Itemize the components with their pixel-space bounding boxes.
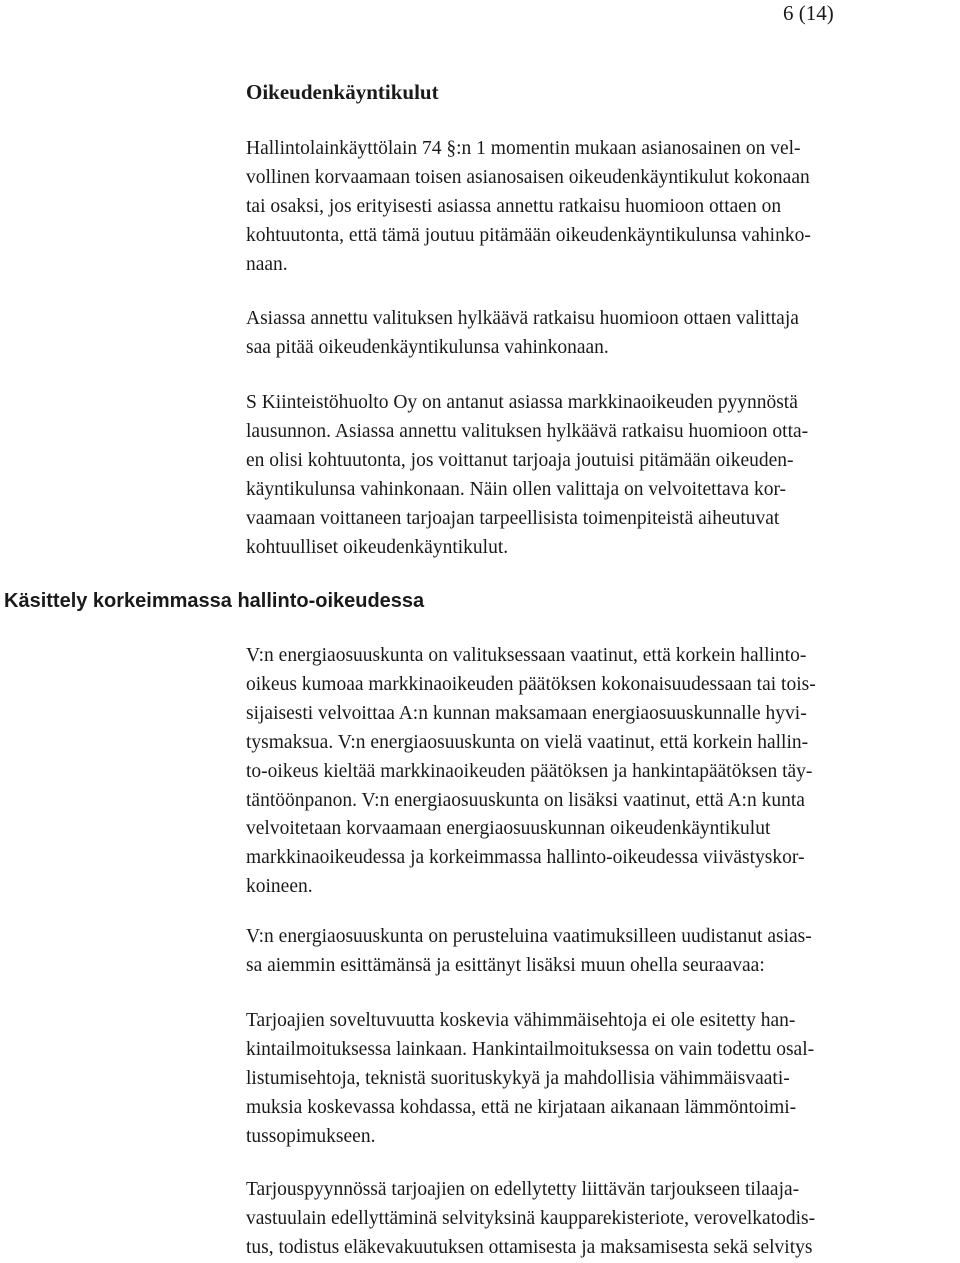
paragraph-line: Asiassa annettu valituksen hylkäävä ratkaisu huomioon ottaen valittaja bbox=[246, 308, 799, 329]
paragraph-line: Tarjouspyynnössä tarjoajien on edellytetty liittävän tarjoukseen tilaaja- bbox=[246, 1179, 800, 1200]
paragraph-line: oikeus kumoaa markkinaoikeuden päätöksen kokonaisuudessaan tai tois- bbox=[246, 673, 816, 695]
paragraph-line: täntöönpanon. V:n energiaosuuskunta on lisäksi vaatinut, että A:n kunta bbox=[246, 789, 805, 811]
paragraph-line: listumisehtoja, teknistä suorituskykyä ja mahdollisia vähimmäisvaati- bbox=[246, 1067, 790, 1089]
paragraph-line: kintailmoituksessa lainkaan. Hankintailmoituksessa on vain todettu osal- bbox=[246, 1038, 815, 1060]
paragraph-line: en olisi kohtuutonta, jos voittanut tarjoaja joutuisi pitämään oikeuden- bbox=[246, 449, 794, 471]
paragraph-line: V:n energiaosuuskunta on valituksessaan vaatinut, että korkein hallinto- bbox=[246, 645, 807, 666]
paragraph-5 bbox=[246, 923, 960, 981]
paragraph-line: Hallintolainkäyttölain 74 §:n 1 momentin mukaan asianosainen on vel- bbox=[246, 138, 801, 159]
paragraph-4 bbox=[246, 642, 960, 902]
paragraph-line: sijaisesti velvoittaa A:n kunnan maksamaan energiaosuuskunnalle hyvi- bbox=[246, 702, 807, 724]
paragraph-line: vaamaan voittaneen tarjoajan tarpeellisista toimenpiteistä aiheutuvat bbox=[246, 507, 780, 529]
paragraph-line: käyntikulunsa vahinkonaan. Näin ollen valittaja on velvoitettava kor- bbox=[246, 478, 787, 500]
section-title: Oikeudenkäyntikulut bbox=[246, 80, 439, 104]
paragraph-line: muksia koskevassa kohdassa, että ne kirjataan aikanaan lämmöntoimi- bbox=[246, 1096, 797, 1118]
paragraph-line: tai osaksi, jos erityisesti asiassa annettu ratkaisu huomioon ottaen on bbox=[246, 195, 782, 217]
paragraph-line: Tarjoajien soveltuvuutta koskevia vähimmäisehtoja ei ole esitetty han- bbox=[246, 1010, 796, 1031]
paragraph-3 bbox=[246, 389, 960, 562]
paragraph-line: vollinen korvaamaan toisen asianosaisen oikeudenkäyntikulut kokonaan bbox=[246, 166, 810, 188]
paragraph-line: vastuulain edellyttäminä selvityksinä kaupparekisteriote, verovelkatodis- bbox=[246, 1207, 816, 1229]
paragraph-6 bbox=[246, 1007, 960, 1152]
side-heading: Käsittely korkeimmassa hallinto-oikeudessa bbox=[4, 590, 425, 612]
paragraph-2 bbox=[246, 305, 960, 363]
paragraph-line: koineen. bbox=[246, 876, 313, 898]
paragraph-line: kohtuulliset oikeudenkäyntikulut. bbox=[246, 536, 509, 558]
paragraph-7 bbox=[246, 1176, 960, 1263]
paragraph-line: kohtuutonta, että tämä joutuu pitämään oikeudenkäyntikulunsa vahinko- bbox=[246, 224, 811, 246]
paragraph-1 bbox=[246, 135, 960, 280]
paragraph-line: saa pitää oikeudenkäyntikulunsa vahinkonaan. bbox=[246, 336, 609, 358]
paragraph-line: naan. bbox=[246, 253, 288, 275]
paragraph-line: to-oikeus kieltää markkinaoikeuden päätöksen ja hankintapäätöksen täy- bbox=[246, 760, 813, 782]
paragraph-line: tussopimukseen. bbox=[246, 1125, 376, 1147]
page-number: 6 (14) bbox=[783, 1, 834, 25]
paragraph-line: tus, todistus eläkevakuutuksen ottamisesta ja maksamisesta sekä selvitys bbox=[246, 1236, 813, 1258]
paragraph-line: velvoitetaan korvaamaan energiaosuuskunnan oikeudenkäyntikulut bbox=[246, 818, 771, 840]
paragraph-line: sa aiemmin esittämänsä ja esittänyt lisäksi muun ohella seuraavaa: bbox=[246, 954, 765, 976]
paragraph-line: tysmaksua. V:n energiaosuuskunta on vielä vaatinut, että korkein hallin- bbox=[246, 731, 809, 753]
paragraph-line: lausunnon. Asiassa annettu valituksen hylkäävä ratkaisu huomioon otta- bbox=[246, 420, 809, 442]
paragraph-line: V:n energiaosuuskunta on perusteluina vaatimuksilleen uudistanut asias- bbox=[246, 926, 812, 947]
paragraph-line: markkinaoikeudessa ja korkeimmassa hallinto-oikeudessa viivästyskor- bbox=[246, 847, 805, 869]
paragraph-line: S Kiinteistöhuolto Oy on antanut asiassa markkinaoikeuden pyynnöstä bbox=[246, 392, 798, 413]
